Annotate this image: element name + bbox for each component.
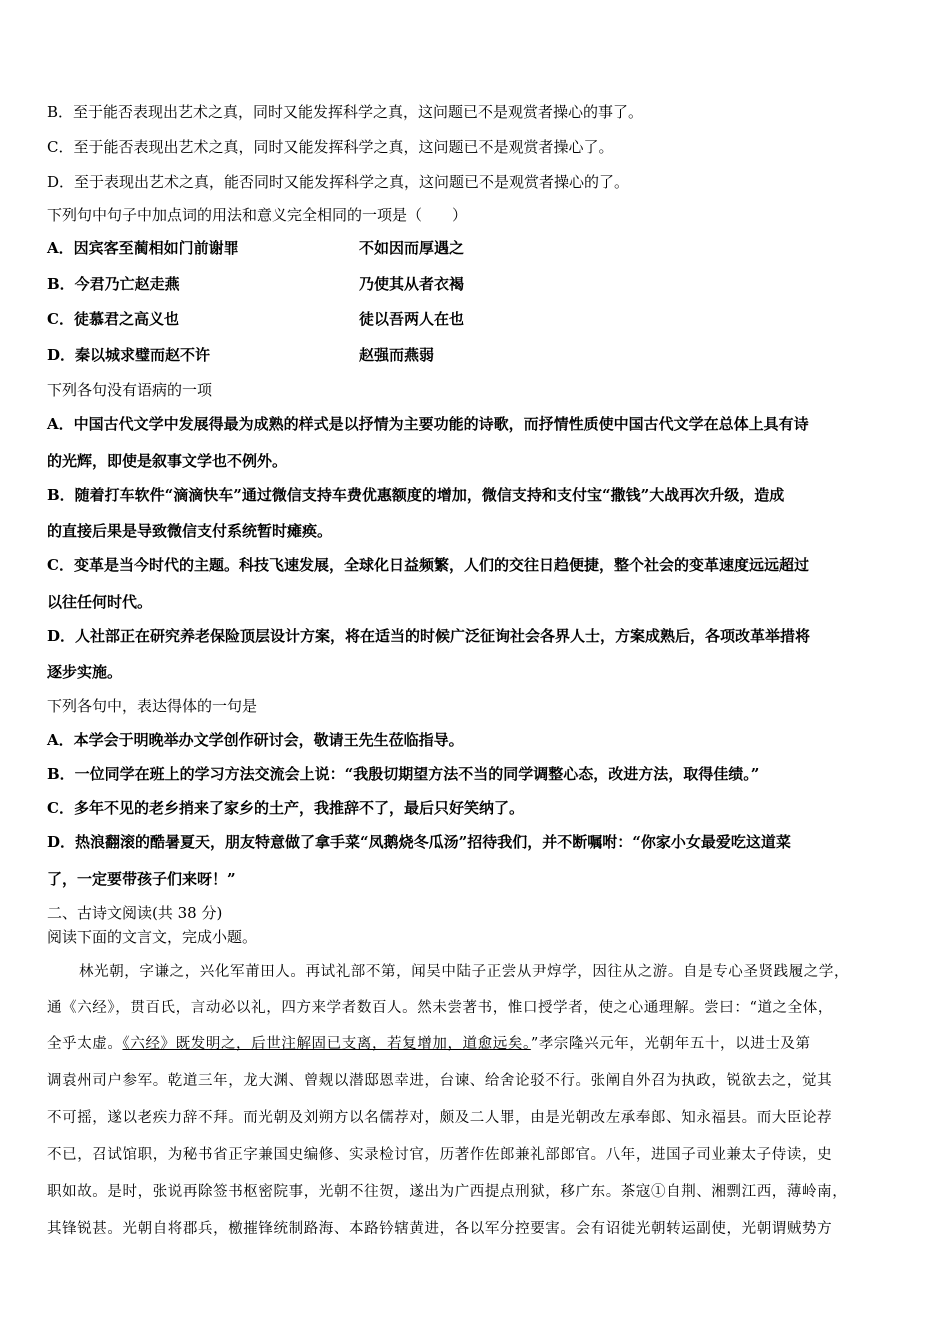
section-heading: 二、古诗文阅读(共 38 分) xyxy=(47,904,223,922)
fw-option-d-right: 赵强而燕弱 xyxy=(359,346,435,364)
grammar-line: 的光辉，即使是叙事文学也不例外。 xyxy=(47,452,288,470)
appropriate-line: D．热浪翻滚的酷暑夏天，朋友特意做了拿手菜“凤鹅烧冬瓜汤”招待我们，并不断嘱咐：“你家小女最爱吃这道菜 xyxy=(47,833,791,851)
fw-option-c-right: 徒以吾两人在也 xyxy=(359,310,465,328)
fw-option-c-left: C．徒慕君之高义也 xyxy=(47,310,179,328)
question-stem-grammar: 下列各句没有语病的一项 xyxy=(47,381,213,399)
prev-option-b: B．至于能否表现出艺术之真，同时又能发挥科学之真，这问题已不是观赏者操心的事了。 xyxy=(47,103,644,121)
grammar-line: B．随着打车软件“滴滴快车”通过微信支持车费优惠额度的增加，微信支持和支付宝“撒钱”大战再次升级，造成 xyxy=(47,486,785,504)
passage-line: 不已，召试馆职，为秘书省正字兼国史编修、实录检讨官，历著作佐郎兼礼部郎官。八年，进国子司业兼太子侍读，史 xyxy=(47,1147,833,1163)
grammar-line: 逐步实施。 xyxy=(47,663,123,681)
question-stem-appropriate: 下列各句中，表达得体的一句是 xyxy=(47,697,258,715)
passage-line: 职如故。是时，张说再除签书枢密院事，光朝不往贺，遂出为广西提点刑狱，移广东。茶寇①自荆、湘剽江西，薄岭南， xyxy=(47,1184,848,1200)
appropriate-line: A．本学会于明晚举办文学创作研讨会，敬请王先生莅临指导。 xyxy=(47,731,464,749)
fw-option-a-right: 不如因而厚遇之 xyxy=(359,239,465,257)
underlined-sentence: 《六经》既发明之，后世注解固已支离，若复增加，道愈远矣。 xyxy=(122,1036,531,1052)
passage-text: ”孝宗隆兴元年，光朝年五十，以进士及第 xyxy=(530,1036,811,1052)
grammar-line: C．变革是当今时代的主题。科技飞速发展，全球化日益频繁，人们的交往日趋便捷，整个社会的变革速度远远超过 xyxy=(47,556,809,574)
prev-option-c: C．至于能否表现出艺术之真，同时又能发挥科学之真，这问题已不是观赏者操心了。 xyxy=(47,138,614,156)
passage-line: 不可摇，遂以老疾力辞不拜。而光朝及刘朔方以名儒荐对，颇及二人罪，由是光朝改左承奉郎、知永福县。而大臣论荐 xyxy=(47,1110,833,1126)
passage-line: 林光朝，字谦之，兴化军莆田人。再试礼部不第，闻吴中陆子正尝从尹焞学，因往从之游。自是专心圣贤践履之学， xyxy=(79,964,850,980)
passage-line: 其锋锐甚。光朝自将郡兵，檄摧锋统制路海、本路钤辖黄进，各以军分控要害。会有诏徙光朝转运副使，光朝谓贼势方 xyxy=(47,1221,833,1237)
grammar-line: A．中国古代文学中发展得最为成熟的样式是以抒情为主要功能的诗歌，而抒情性质使中国古代文学在总体上具有诗 xyxy=(47,415,809,433)
grammar-line: D．人社部正在研究养老保险顶层设计方案，将在适当的时候广泛征询社会各界人士，方案成熟后，各项改革举措将 xyxy=(47,627,811,645)
fw-option-b-right: 乃使其从者衣褐 xyxy=(359,275,465,293)
fw-option-d-left: D．秦以城求璧而赵不许 xyxy=(47,346,211,364)
question-stem-function-words: 下列句中句子中加点词的用法和意义完全相同的一项是（ ） xyxy=(47,206,468,224)
appropriate-line: 了，一定要带孩子们来呀！” xyxy=(47,870,236,888)
fw-option-a-left: A．因宾客至蔺相如门前谢罪 xyxy=(47,239,239,257)
appropriate-line: C．多年不见的老乡捎来了家乡的土产，我推辞不了，最后只好笑纳了。 xyxy=(47,799,524,817)
passage-text: 全乎太虚。 xyxy=(47,1036,123,1052)
fw-option-b-left: B．今君乃亡赵走燕 xyxy=(47,275,180,293)
section-instruction: 阅读下面的文言文，完成小题。 xyxy=(47,928,258,946)
prev-option-d: D．至于表现出艺术之真，能否同时又能发挥科学之真，这问题已不是观赏者操心的了。 xyxy=(47,173,630,191)
appropriate-line: B．一位同学在班上的学习方法交流会上说：“我殷切期望方法不当的同学调整心态，改进方法，取得佳绩。” xyxy=(47,765,760,783)
passage-line: 通《六经》，贯百氏，言动必以礼，四方来学者数百人。然未尝著书，惟口授学者，使之心通理解。尝曰：“道之全体， xyxy=(47,1000,833,1016)
grammar-line: 以往任何时代。 xyxy=(47,593,153,611)
passage-line xyxy=(47,1034,811,1054)
grammar-line: 的直接后果是导致微信支付系统暂时瘫痪。 xyxy=(47,522,333,540)
passage-line: 调袁州司户参军。乾道三年，龙大渊、曾觌以潜邸恩幸进，台谏、给舍论驳不行。张阐自外召为执政，锐欲去之，觉其 xyxy=(47,1073,833,1089)
